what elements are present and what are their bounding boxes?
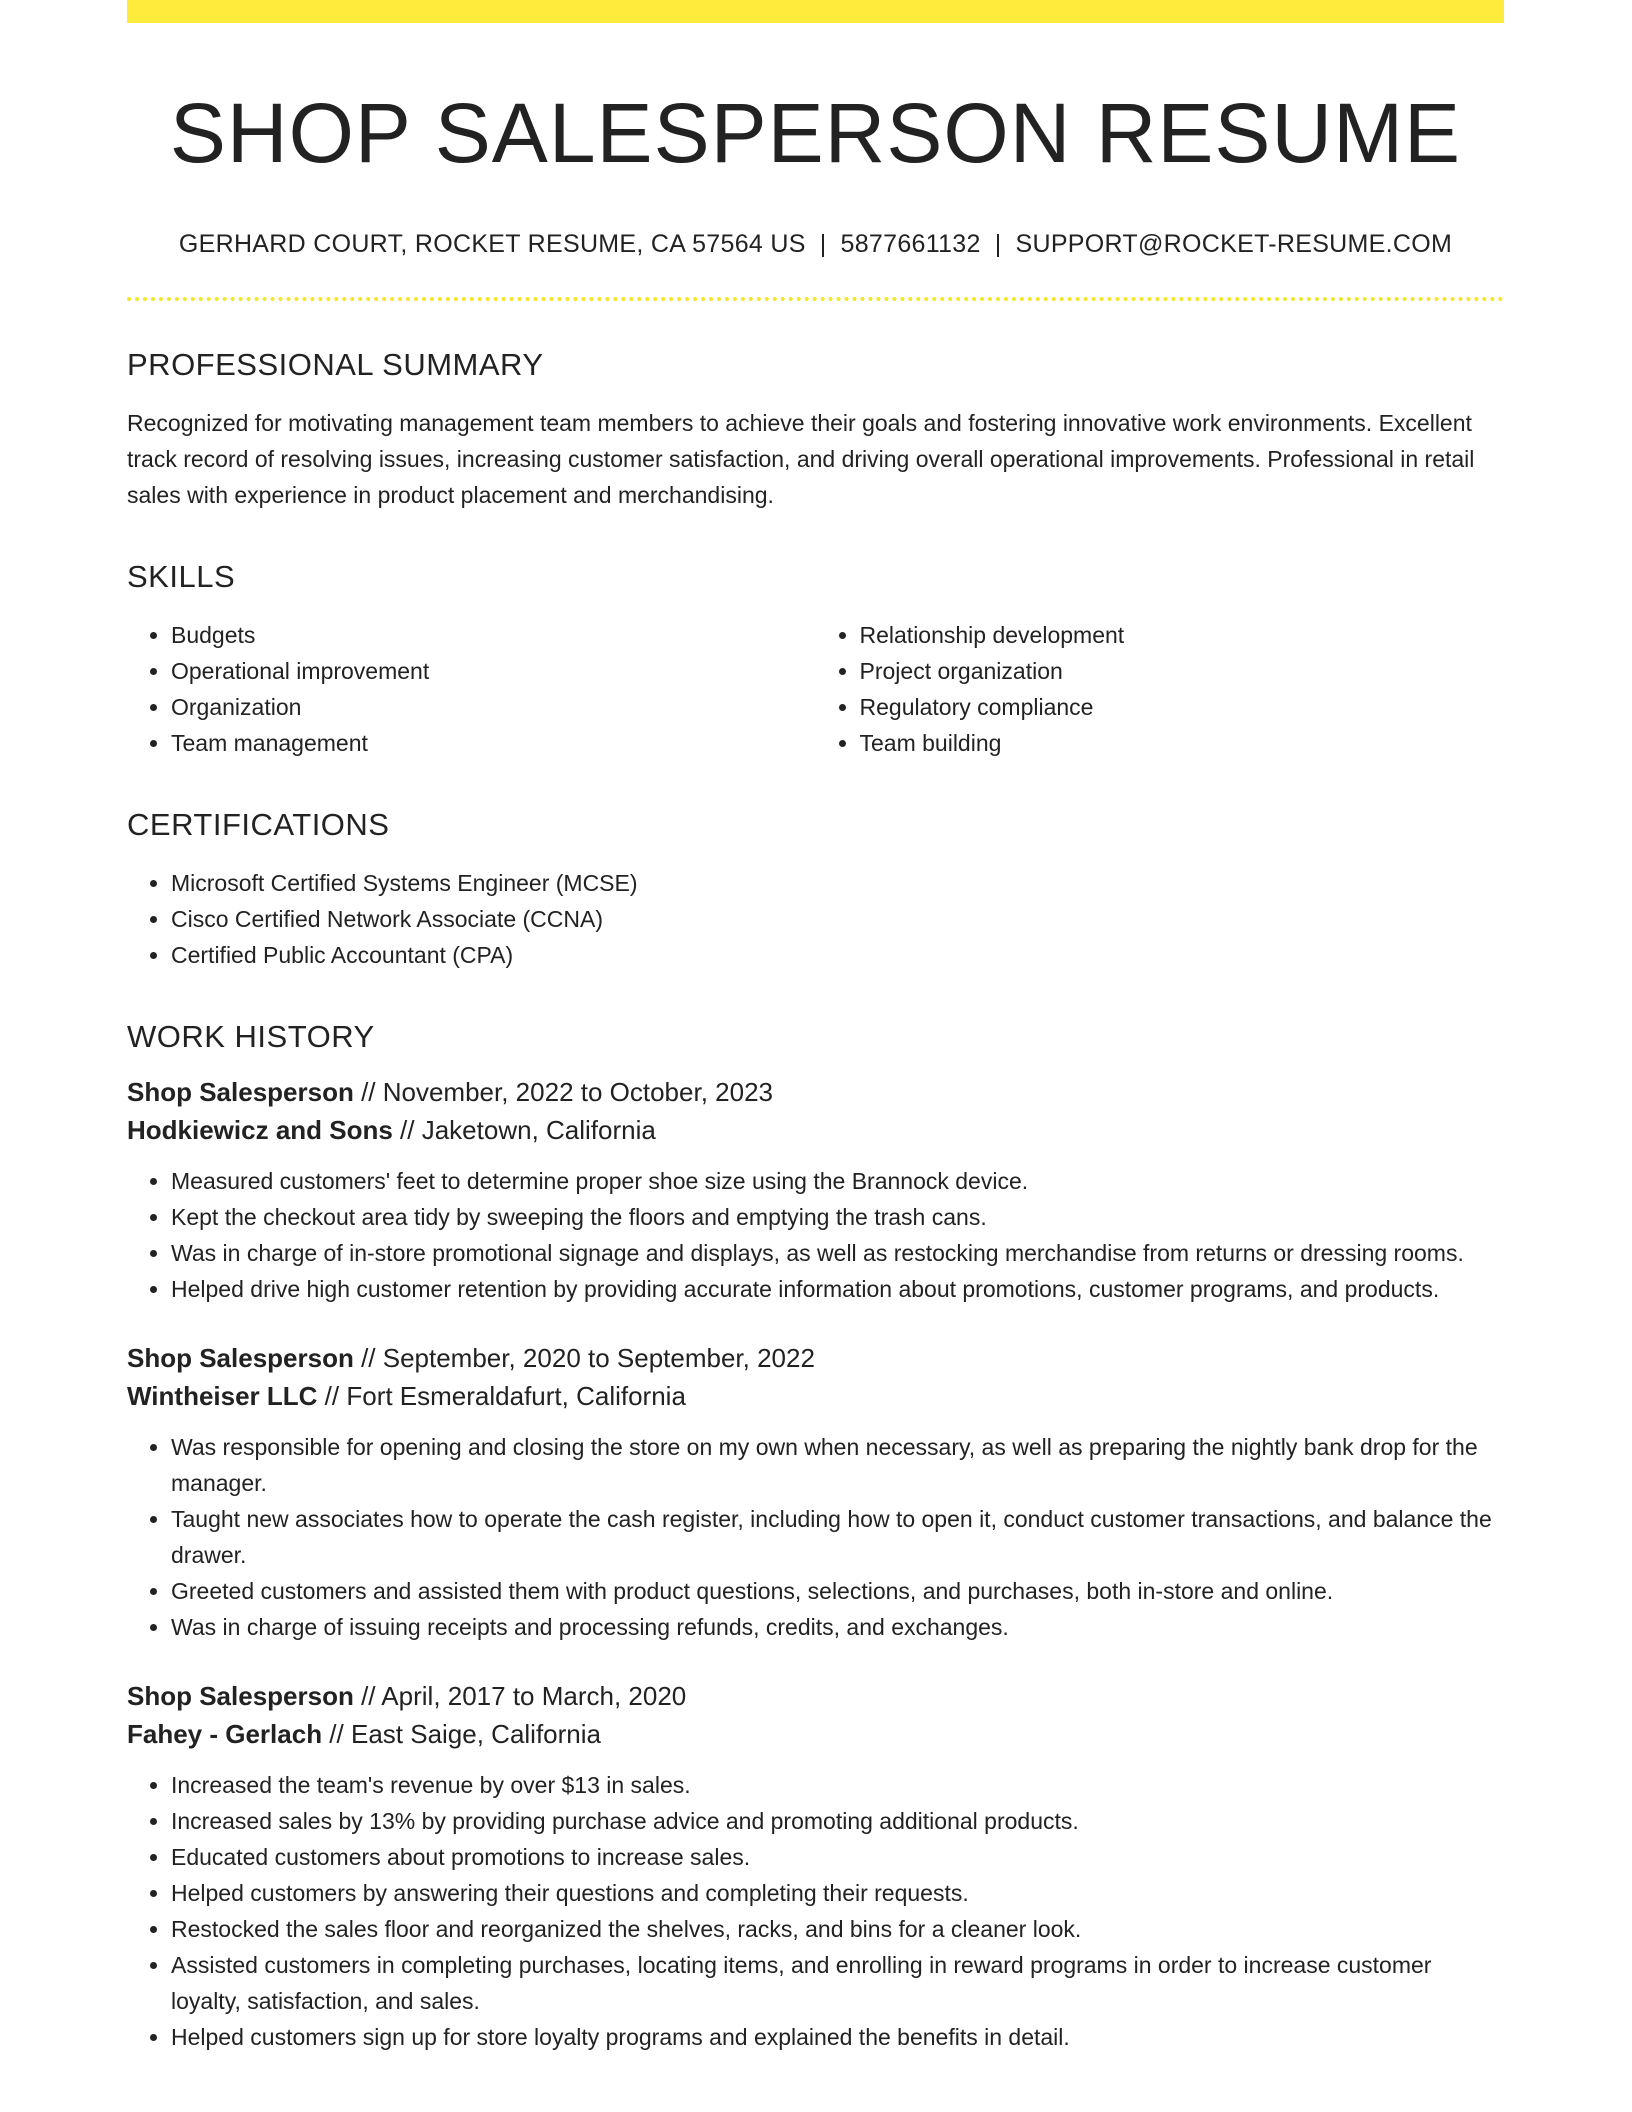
certification-item: • Cisco Certified Network Associate (CCNA) — [171, 901, 1504, 937]
resume-title: SHOP SALESPERSON RESUME — [169, 86, 1462, 180]
job-bullet: • Increased sales by 13% by providing purchase advice and promoting additional products. — [171, 1803, 1504, 1839]
resume-content — [127, 23, 1504, 2055]
job-company-line — [127, 1715, 1504, 1753]
certifications-section — [127, 807, 1504, 973]
skill-item: • Organization — [171, 689, 816, 725]
job-bullet: • Increased the team's revenue by over $13 in sales. — [171, 1767, 1504, 1803]
job-title: Shop Salesperson — [127, 1680, 354, 1711]
job-company-line — [127, 1377, 1504, 1415]
job-entry — [127, 1339, 1504, 1645]
job-bullet: • Kept the checkout area tidy by sweeping the floors and emptying the trash cans. — [171, 1199, 1504, 1235]
skills-right-list — [816, 617, 1505, 761]
skills-heading: SKILLS — [127, 558, 236, 594]
job-bullet: • Helped customers by answering their questions and completing their requests. — [171, 1875, 1504, 1911]
job-bullet: • Educated customers about promotions to increase sales. — [171, 1839, 1504, 1875]
job-location: // Fort Esmeraldafurt, California — [317, 1380, 686, 1411]
job-bullets — [127, 1767, 1504, 2055]
dotted-divider — [127, 297, 1504, 301]
certifications-heading: CERTIFICATIONS — [127, 806, 390, 842]
job-location: // East Saige, California — [322, 1718, 601, 1749]
certifications-list — [127, 865, 1504, 973]
job-bullet: • Was in charge of in-store promotional signage and displays, as well as restocking merchandise from returns or dressing rooms. — [171, 1235, 1504, 1271]
job-bullet: • Was in charge of issuing receipts and processing refunds, credits, and exchanges. — [171, 1609, 1504, 1645]
skill-item: • Budgets — [171, 617, 816, 653]
job-title-line — [127, 1339, 1504, 1377]
job-company-line — [127, 1111, 1504, 1149]
job-bullet: • Greeted customers and assisted them with product questions, selections, and purchases, both in-store and online. — [171, 1573, 1504, 1609]
contact-phone: 5877661132 — [840, 229, 981, 258]
contact-email: SUPPORT@ROCKET-RESUME.COM — [1015, 229, 1453, 258]
job-bullet: • Helped drive high customer retention by providing accurate information about promotions, customer programs, and products. — [171, 1271, 1504, 1307]
job-company: Wintheiser LLC — [127, 1380, 318, 1411]
certification-item: • Certified Public Accountant (CPA) — [171, 937, 1504, 973]
job-entry — [127, 1677, 1504, 2055]
job-title-line — [127, 1677, 1504, 1715]
job-company: Fahey - Gerlach — [127, 1718, 323, 1749]
accent-bar — [127, 0, 1504, 23]
skill-item: • Relationship development — [860, 617, 1505, 653]
job-bullets — [127, 1429, 1504, 1645]
contact-separator: | — [819, 229, 827, 258]
skill-item: • Regulatory compliance — [860, 689, 1505, 725]
job-title-line — [127, 1073, 1504, 1111]
job-bullet: • Assisted customers in completing purchases, locating items, and enrolling in reward programs in order to increase customer loyalty, satisfaction, and sales. — [171, 1947, 1504, 2019]
job-bullet: • Taught new associates how to operate the cash register, including how to open it, conduct customer transactions, and balance the drawer. — [171, 1501, 1504, 1573]
skill-item: • Project organization — [860, 653, 1505, 689]
job-bullets — [127, 1163, 1504, 1307]
job-title: Shop Salesperson — [127, 1342, 354, 1373]
summary-heading: PROFESSIONAL SUMMARY — [127, 346, 544, 382]
job-bullet: • Restocked the sales floor and reorganized the shelves, racks, and bins for a cleaner look. — [171, 1911, 1504, 1947]
contact-address: GERHARD COURT, ROCKET RESUME, CA 57564 US — [178, 229, 806, 258]
job-bullet: • Helped customers sign up for store loyalty programs and explained the benefits in detail. — [171, 2019, 1504, 2055]
summary-section — [127, 347, 1504, 513]
skill-item: • Operational improvement — [171, 653, 816, 689]
job-dates: // September, 2020 to September, 2022 — [353, 1342, 815, 1373]
job-company: Hodkiewicz and Sons — [127, 1114, 393, 1145]
skills-columns — [127, 617, 1504, 761]
job-entry — [127, 1073, 1504, 1307]
contact-separator: | — [994, 229, 1002, 258]
certification-item: • Microsoft Certified Systems Engineer (MCSE) — [171, 865, 1504, 901]
contact-line — [127, 230, 1504, 259]
job-bullet: • Measured customers' feet to determine proper shoe size using the Brannock device. — [171, 1163, 1504, 1199]
skills-left-list — [127, 617, 816, 761]
skill-item: • Team building — [860, 725, 1505, 761]
job-title: Shop Salesperson — [127, 1076, 354, 1107]
work-history-section — [127, 1019, 1504, 2055]
job-bullet: • Was responsible for opening and closing the store on my own when necessary, as well as preparing the nightly bank drop for the manager. — [171, 1429, 1504, 1501]
job-location: // Jaketown, California — [392, 1114, 656, 1145]
job-dates: // April, 2017 to March, 2020 — [353, 1680, 687, 1711]
skills-section — [127, 559, 1504, 761]
work-history-heading: WORK HISTORY — [127, 1018, 375, 1054]
summary-text: Recognized for motivating management team members to achieve their goals and fostering innovative work environments. Excellent track record of resolving issues, increasing customer satisfaction, and driving overall operational improvements. Professional in retail sales with experience in product placement and merchandising. — [127, 409, 1475, 508]
job-dates: // November, 2022 to October, 2023 — [353, 1076, 773, 1107]
skill-item: • Team management — [171, 725, 816, 761]
